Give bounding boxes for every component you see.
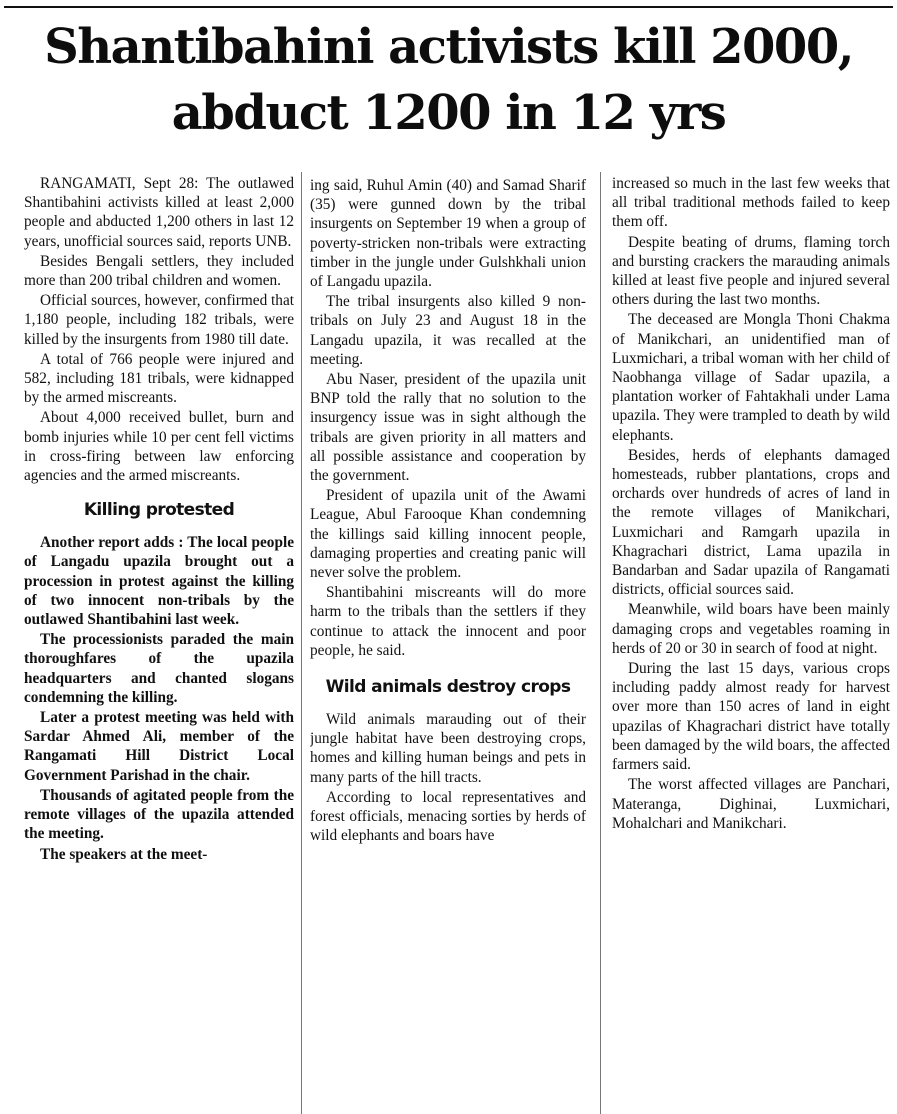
paragraph: Later a protest meeting was held with Sardar Ahmed Ali, member of the Rangamati Hill District Local Government Parishad in the chair. xyxy=(24,709,294,784)
paragraph: RANGAMATI, Sept 28: The outlawed Shantibahini activists killed at least 2,000 people and abducted 1,200 others in last 12 years, unofficial sources said, reports UNB. xyxy=(24,175,294,250)
paragraph: Wild animals marauding out of their jungle habitat have been destroying crops, homes and killing human beings and pets in many parts of the hill tracts. xyxy=(310,711,586,786)
column-rule xyxy=(301,172,302,1114)
paragraph: A total of 766 people were injured and 582, including 181 tribals, were kidnapped by the armed miscreants. xyxy=(24,350,294,407)
paragraph: The deceased are Mongla Thoni Chakma of Manikchari, an unidentified man of Luxmichari, a tribal woman with her child of Naobhanga village of Sadar upazila, a plantation worker of Fahtakhali under Lama upazila. They were trampled to death by wild elephants. xyxy=(612,311,890,444)
paragraph: increased so much in the last few weeks that all tribal traditional methods failed to keep them off. xyxy=(612,175,890,231)
subheading-killing-protested: Killing protested xyxy=(83,500,235,521)
paragraph: Besides, herds of elephants damaged homesteads, rubber plantations, crops and orchards over hundreds of acres of land in the remote villages of Manikchari, Luxmichari and Ramgarh upazila in Khagrachari district, Lama upazila in Bandarban and Sadar upazila of Rangamati districts, official sources said. xyxy=(612,446,890,599)
paragraph: During the last 15 days, various crops including paddy almost ready for harvest over more than 150 acres of land in eight upazilas of Khagrachari district have totally been damaged by the wild boars, the affected farmers said. xyxy=(612,660,890,774)
top-rule xyxy=(4,6,893,8)
paragraph: Abu Naser, president of the upazila unit BNP told the rally that no solution to the insurgency issue was in sight although the tribals are given priority in all matters and all possible assistance and cooperation by the government. xyxy=(310,371,586,485)
paragraph: Despite beating of drums, flaming torch and bursting crackers the marauding animals killed at least five people and injured several others during the last two months. xyxy=(612,233,890,309)
paragraph: Another report adds : The local people of Langadu upazila brought out a procession in protest against the killing of two innocent non-tribals by the outlawed Shantibahini last week. xyxy=(24,534,294,629)
article-column-3 xyxy=(612,174,890,1114)
paragraph: The worst affected villages are Panchari, Materanga, Dighinai, Luxmichari, Mohalchari and Manikchari. xyxy=(612,776,890,832)
paragraph: The tribal insurgents also killed 9 non-tribals on July 23 and August 18 in the Langadu upazila, it was recalled at the meeting. xyxy=(310,293,586,368)
paragraph: Meanwhile, wild boars have been mainly damaging crops and vegetables roaming in herds of 20 or 30 in search of food at night. xyxy=(612,601,890,657)
paragraph: Shantibahini miscreants will do more harm to the tribals than the settlers if they continue to attack the innocent and poor people, he said. xyxy=(310,584,586,659)
paragraph: About 4,000 received bullet, burn and bomb injuries while 10 per cent fell victims in cross-firing between law enforcing agencies and the armed miscreants. xyxy=(24,409,294,485)
article-column-1 xyxy=(24,174,294,1114)
paragraph: According to local representatives and forest officials, menacing sorties by herds of wild elephants and boars have xyxy=(310,788,586,845)
paragraph: ing said, Ruhul Amin (40) and Samad Sharif (35) were gunned down by the tribal insurgents on September 19 when a group of poverty-stricken non-tribals were extracting timber in the jungle under Gulshkhali union of Langadu upazila. xyxy=(310,177,586,291)
paragraph: Official sources, however, confirmed that 1,180 people, including 182 tribals, were killed by the insurgents from 1980 till date. xyxy=(24,292,294,348)
paragraph: Besides Bengali settlers, they included more than 200 tribal children and women. xyxy=(24,252,294,290)
headline: Shantibahini activists kill 2000, abduct 1200 in 12 yrs xyxy=(44,19,853,141)
column-rule xyxy=(600,172,601,1114)
paragraph: Thousands of agitated people from the remote villages of the upazila attended the meeting. xyxy=(24,786,294,843)
paragraph: The speakers at the meet- xyxy=(40,845,208,863)
article-column-2 xyxy=(310,176,586,1114)
paragraph: The processionists paraded the main thoroughfares of the upazila headquarters and chanted slogans condemning the killing. xyxy=(24,631,294,706)
paragraph: President of upazila unit of the Awami League, Abul Farooque Khan condemning the killings said killing innocent people, damaging properties and creating panic will never solve the problem. xyxy=(310,487,586,582)
subheading-wild-animals: Wild animals destroy crops xyxy=(325,677,571,698)
